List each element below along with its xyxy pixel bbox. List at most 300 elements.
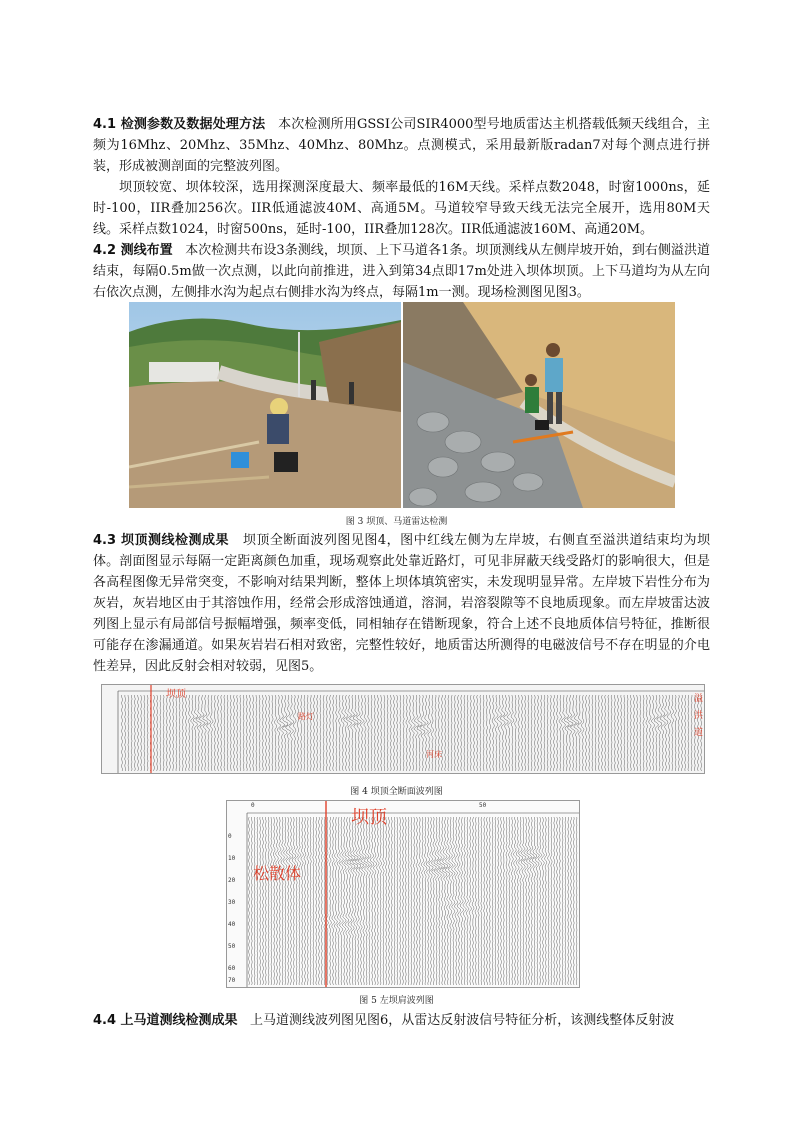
wave-trace (314, 695, 315, 771)
wave-trace (467, 695, 468, 771)
wave-trace (589, 695, 590, 771)
wave-trace (454, 817, 458, 985)
wave-trace (403, 817, 404, 985)
wave-trace (461, 695, 462, 771)
wave-trace (364, 817, 370, 985)
wave-trace (469, 817, 472, 985)
figure-4-wave-plot (102, 685, 704, 773)
wave-trace (451, 817, 455, 985)
section-4-4-heading: 4.4 上马道测线检测成果 (93, 1013, 238, 1028)
wave-trace (573, 817, 574, 985)
wave-trace (342, 817, 347, 985)
wave-trace (671, 695, 674, 771)
wave-trace (344, 695, 349, 771)
wave-trace (545, 817, 548, 985)
wave-trace (417, 695, 422, 771)
wave-trace (562, 817, 563, 985)
wave-trace (521, 817, 526, 985)
section-4-1-heading: 4.1 检测参数及数据处理方法 (93, 117, 266, 132)
wave-trace (426, 817, 430, 985)
wave-trace (553, 695, 554, 771)
wave-trace (525, 695, 526, 771)
wave-trace (283, 817, 287, 985)
wave-trace (374, 695, 375, 771)
wave-trace (317, 695, 318, 771)
wave-trace (489, 817, 490, 985)
wave-trace (518, 817, 522, 985)
wave-trace (556, 695, 558, 771)
wave-trace (500, 695, 505, 771)
wave-trace (321, 817, 323, 985)
wave-trace (350, 817, 355, 985)
wave-trace (556, 817, 557, 985)
wave-trace (381, 695, 382, 771)
wave-trace (478, 817, 480, 985)
wave-trace (551, 817, 552, 985)
wave-trace (664, 695, 669, 771)
wave-trace (500, 817, 501, 985)
wave-trace (249, 817, 250, 985)
wave-trace (390, 695, 391, 771)
section-4-1-paragraph (93, 114, 710, 177)
wave-trace (464, 695, 465, 771)
wave-trace (382, 817, 384, 985)
wave-trace (475, 817, 477, 985)
wave-trace (240, 695, 241, 771)
figure-5-y-tick-0: 0 (228, 833, 232, 840)
figure-5-x-tick-0: 0 (251, 802, 255, 809)
wave-trace (275, 695, 277, 771)
wave-trace (276, 817, 279, 985)
wave-trace (630, 695, 631, 771)
wave-trace (531, 695, 532, 771)
wave-trace (207, 695, 211, 771)
figure-5-y-tick-30: 30 (228, 899, 236, 906)
wave-trace (507, 695, 512, 771)
wave-trace (474, 695, 475, 771)
wave-trace (313, 817, 314, 985)
photo-dam-top-survey (129, 302, 401, 508)
figure-4-radargram (101, 684, 705, 774)
wave-trace (270, 817, 272, 985)
wave-trace (448, 695, 449, 771)
section-4-1-text: 本次检测所用GSSI公司SIR4000型号地质雷达主机搭载低频天线组合，主频为16Mhz、20Mhz、35Mhz、40Mhz、80Mhz。点测模式，采用最新版radan7对每个测点进行拼装，形成被测剖面的完整波列图。 (93, 117, 710, 174)
photo-dam-top-survey-art (129, 302, 401, 508)
wave-trace (554, 817, 555, 985)
wave-trace (230, 695, 231, 771)
wave-trace (336, 695, 338, 771)
wave-trace (532, 817, 536, 985)
wave-trace (179, 695, 180, 771)
wave-trace (682, 695, 683, 771)
wave-trace (574, 695, 579, 771)
wave-trace (344, 817, 349, 985)
wave-trace (134, 695, 135, 771)
wave-trace (182, 695, 183, 771)
wave-trace (448, 817, 453, 985)
wave-trace (561, 695, 565, 771)
section-4-3-heading: 4.3 坝顶测线检测成果 (93, 533, 230, 548)
figure-5-y-tick-60: 60 (228, 965, 236, 972)
wave-trace (495, 695, 499, 771)
figure-5-y-tick-20: 20 (228, 877, 236, 884)
wave-trace (472, 817, 474, 985)
wave-trace (262, 695, 263, 771)
wave-trace (651, 695, 655, 771)
wave-trace (649, 695, 651, 771)
wave-trace (273, 817, 275, 985)
wave-trace (217, 695, 218, 771)
wave-trace (253, 695, 254, 771)
wave-trace (547, 695, 548, 771)
wave-trace (397, 817, 398, 985)
wave-trace (176, 695, 177, 771)
wave-trace (484, 817, 485, 985)
wave-trace (445, 817, 450, 985)
wave-trace (329, 817, 331, 985)
wave-trace (367, 695, 369, 771)
wave-trace (550, 695, 551, 771)
wave-trace (477, 695, 478, 771)
figure-5-caption: 图 5 左坝肩波列图 (359, 996, 434, 1006)
wave-trace (339, 817, 343, 985)
wave-trace (157, 695, 158, 771)
wave-trace (361, 817, 367, 985)
wave-trace (374, 817, 377, 985)
wave-trace (595, 695, 596, 771)
wave-trace (678, 695, 679, 771)
wave-trace (495, 817, 496, 985)
wave-trace (371, 695, 372, 771)
wave-trace (298, 817, 301, 985)
wave-trace (125, 695, 126, 771)
wave-trace (406, 695, 408, 771)
wave-trace (608, 695, 609, 771)
wave-trace (147, 695, 148, 771)
wave-trace (409, 695, 412, 771)
wave-trace (578, 695, 582, 771)
wave-trace (364, 695, 367, 771)
wave-trace (237, 695, 238, 771)
wave-trace (411, 695, 415, 771)
wave-trace (685, 695, 686, 771)
section-4-3-paragraph (93, 530, 710, 677)
wave-trace (210, 695, 213, 771)
wave-trace (246, 695, 247, 771)
figure-4-label-spillway (694, 691, 704, 742)
wave-trace (605, 695, 606, 771)
section-4-4-paragraph (93, 1010, 710, 1031)
wave-trace (691, 695, 692, 771)
wave-trace (486, 695, 487, 771)
figure-4-caption: 图 4 坝顶全断面波列图 (350, 787, 443, 797)
wave-trace (420, 695, 426, 771)
wave-trace (188, 695, 191, 771)
wave-trace (227, 695, 228, 771)
figure-5-y-tick-70: 70 (228, 977, 236, 984)
wave-trace (377, 817, 380, 985)
wave-trace (387, 695, 388, 771)
wave-trace (346, 695, 352, 771)
wave-trace (122, 695, 123, 771)
wave-trace (451, 695, 452, 771)
wave-trace (391, 817, 392, 985)
wave-trace (518, 695, 520, 771)
section-4-1-paragraph-2: 坝顶较宽、坝体较深，选用探测深度最大、频率最低的16M天线。采样点数2048，时窗1000ns，延时-100，IIR叠加256次。IIR低通滤波40M、高通5M。马道较窄导致天线无法完全展开，选用80M天线。采样点数1024，时窗500ns，延时-100，IIR叠加128次。IIR低通滤波160M、高通20M。 (93, 180, 710, 237)
wave-trace (614, 695, 615, 771)
wave-trace (400, 817, 401, 985)
wave-trace (419, 817, 422, 985)
wave-trace (434, 817, 440, 985)
wave-trace (360, 695, 364, 771)
wave-trace (413, 817, 415, 985)
wave-trace (131, 695, 132, 771)
wave-trace (637, 695, 638, 771)
wave-trace (421, 817, 424, 985)
wave-trace (297, 695, 299, 771)
wave-trace (254, 817, 255, 985)
wave-trace (565, 817, 566, 985)
wave-trace (559, 695, 562, 771)
figure-5-label-dam-top: 坝顶 (351, 807, 387, 828)
wave-trace (611, 695, 612, 771)
wave-trace (492, 817, 493, 985)
wave-trace (256, 695, 257, 771)
figure-4-label-dam-top: 坝顶 (166, 689, 186, 700)
wave-trace (279, 695, 285, 771)
section-4-4-text: 上马道测线波列图见图6，从雷达反射波信号特征分析，该测线整体反射波 (249, 1013, 675, 1028)
figure-5-x-tick-50: 50 (479, 802, 487, 809)
wave-trace (154, 695, 155, 771)
wave-trace (304, 695, 305, 771)
wave-trace (163, 695, 164, 771)
wave-trace (660, 695, 666, 771)
wave-trace (534, 695, 535, 771)
wave-trace (193, 695, 197, 771)
wave-trace (262, 817, 263, 985)
figure-4-label-spillway-2: 洪 (694, 711, 704, 721)
wave-trace (571, 817, 572, 985)
wave-trace (565, 695, 570, 771)
wave-trace (585, 695, 587, 771)
wave-trace (529, 817, 534, 985)
wave-trace (268, 817, 270, 985)
wave-trace (511, 817, 514, 985)
wave-trace (674, 695, 676, 771)
wave-trace (266, 695, 267, 771)
wave-trace (516, 817, 520, 985)
wave-trace (301, 695, 302, 771)
wave-trace (592, 695, 593, 771)
wave-trace (310, 695, 311, 771)
wave-trace (429, 817, 434, 985)
wave-trace (394, 695, 395, 771)
wave-trace (634, 695, 635, 771)
wave-trace (457, 817, 460, 985)
wave-trace (320, 695, 321, 771)
wave-trace (281, 817, 285, 985)
wave-trace (295, 817, 299, 985)
figure-5-y-tick-50: 50 (228, 943, 236, 950)
wave-trace (318, 817, 319, 985)
wave-trace (326, 695, 327, 771)
wave-trace (548, 817, 550, 985)
photo-berm-survey (403, 302, 675, 508)
wave-trace (445, 695, 446, 771)
wave-trace (199, 695, 206, 771)
wave-trace (294, 695, 297, 771)
wave-trace (508, 817, 510, 985)
wave-trace (521, 695, 522, 771)
section-4-2-paragraph (93, 240, 710, 303)
wave-trace (466, 817, 469, 985)
wave-trace (307, 695, 308, 771)
wave-trace (643, 695, 645, 771)
wave-trace (405, 817, 406, 985)
wave-trace (259, 695, 260, 771)
section-4-2-heading: 4.2 测线布置 (93, 243, 173, 258)
wave-trace (414, 695, 419, 771)
figure-4-label-riverbed: 河床 (426, 750, 442, 759)
wave-trace (333, 695, 334, 771)
wave-trace (335, 817, 338, 985)
wave-trace (243, 695, 244, 771)
wave-trace (128, 695, 129, 771)
wave-trace (411, 817, 412, 985)
wave-trace (458, 695, 459, 771)
wave-trace (514, 817, 517, 985)
wave-trace (257, 817, 258, 985)
wave-trace (667, 695, 671, 771)
wave-trace (388, 817, 389, 985)
wave-trace (371, 817, 375, 985)
wave-trace (384, 695, 385, 771)
wave-trace (541, 817, 544, 985)
wave-trace (330, 695, 331, 771)
wave-trace (487, 817, 488, 985)
wave-trace (506, 817, 508, 985)
photo-berm-survey-art (403, 302, 675, 508)
wave-trace (307, 817, 309, 985)
wave-trace (526, 817, 532, 985)
wave-trace (234, 695, 235, 771)
figure-5-wave-plot (227, 801, 579, 987)
figure-4-label-spillway-1: 溢 (694, 694, 704, 704)
wave-trace (357, 695, 362, 771)
wave-trace (497, 695, 502, 771)
wave-trace (544, 695, 545, 771)
figure-3-caption: 图 3 坝顶、马道雷达检测 (345, 517, 448, 527)
wave-trace (385, 817, 387, 985)
wave-trace (283, 695, 288, 771)
figure-5-radargram (226, 800, 580, 988)
wave-trace (598, 695, 599, 771)
wave-trace (301, 817, 304, 985)
wave-trace (332, 817, 335, 985)
wave-trace (624, 695, 625, 771)
wave-trace (480, 695, 481, 771)
wave-trace (337, 817, 341, 985)
figure-4-label-lamp: 路灯 (298, 712, 314, 721)
wave-trace (503, 817, 504, 985)
wave-trace (323, 695, 324, 771)
wave-trace (408, 817, 409, 985)
wave-trace (581, 695, 584, 771)
wave-trace (431, 817, 437, 985)
wave-trace (515, 695, 517, 771)
wave-trace (277, 695, 281, 771)
wave-trace (470, 695, 471, 771)
wave-trace (379, 817, 381, 985)
wave-trace (285, 695, 291, 771)
wave-trace (654, 695, 659, 771)
wave-trace (214, 695, 216, 771)
wave-trace (394, 817, 395, 985)
wave-trace (353, 817, 359, 985)
wave-trace (538, 817, 542, 985)
wave-trace (185, 695, 187, 771)
wave-trace (260, 817, 261, 985)
wave-trace (304, 817, 306, 985)
wave-trace (173, 695, 174, 771)
wave-trace (353, 695, 358, 771)
wave-trace (338, 695, 340, 771)
wave-trace (454, 695, 455, 771)
figure-5-y-tick-10: 10 (228, 855, 236, 862)
wave-trace (483, 695, 484, 771)
figure-4-label-spillway-3: 道 (694, 728, 704, 738)
wave-trace (403, 695, 404, 771)
wave-trace (310, 817, 312, 985)
figure-5-label-abutment: 松散体 (253, 864, 302, 883)
wave-trace (602, 695, 603, 771)
wave-trace (160, 695, 161, 771)
wave-trace (138, 695, 139, 771)
wave-trace (439, 817, 445, 985)
wave-trace (341, 695, 344, 771)
wave-trace (272, 695, 274, 771)
wave-trace (265, 817, 266, 985)
wave-trace (567, 695, 573, 771)
wave-trace (688, 695, 689, 771)
wave-trace (504, 695, 509, 771)
wave-trace (528, 695, 529, 771)
wave-trace (498, 817, 499, 985)
wave-trace (367, 817, 371, 985)
wave-trace (576, 817, 577, 985)
wave-trace (221, 695, 222, 771)
wave-trace (621, 695, 622, 771)
wave-trace (250, 695, 251, 771)
wave-trace (489, 695, 491, 771)
wave-trace (640, 695, 641, 771)
wave-trace (424, 817, 427, 985)
wave-trace (618, 695, 619, 771)
wave-trace (541, 695, 542, 771)
wave-trace (378, 695, 379, 771)
wave-trace (524, 817, 530, 985)
wave-trace (400, 695, 401, 771)
wave-trace (191, 695, 195, 771)
wave-trace (269, 695, 270, 771)
wave-trace (316, 817, 317, 985)
wave-trace (286, 817, 291, 985)
wave-trace (559, 817, 560, 985)
wave-trace (224, 695, 225, 771)
wave-trace (538, 695, 539, 771)
wave-trace (646, 695, 648, 771)
wave-trace (144, 695, 145, 771)
